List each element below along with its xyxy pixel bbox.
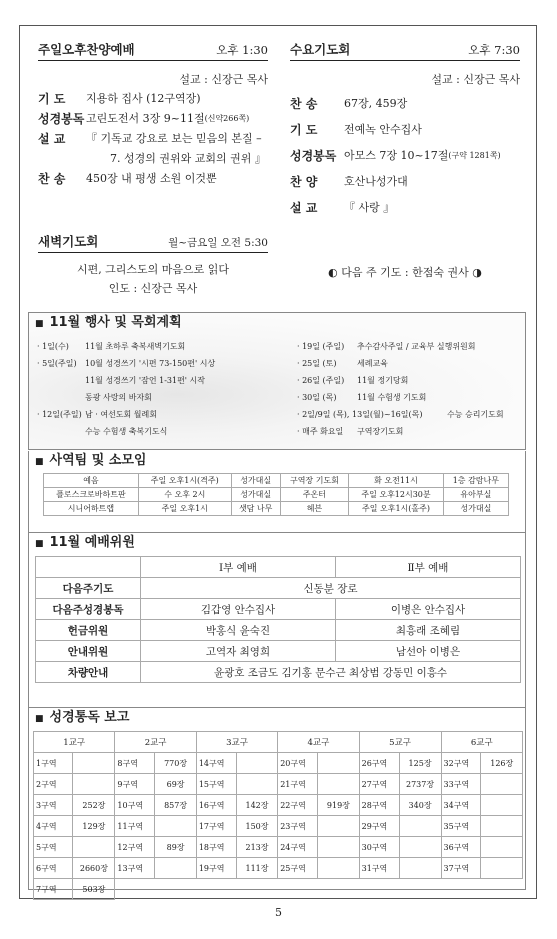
- district-name: 14구역: [196, 753, 236, 774]
- district-name: 10구역: [115, 795, 155, 816]
- dawn-prayer-header: [38, 232, 268, 253]
- district-name: 22구역: [278, 795, 318, 816]
- district-name: 34구역: [441, 795, 481, 816]
- sunday-program-text: 450장 내 평생 소원 이것뿐: [86, 172, 217, 185]
- square-bullet-icon: ■: [35, 714, 44, 724]
- event-date: · 2일/9일 (목), 13일(월)~16일(목): [297, 410, 423, 419]
- chapters-read: [399, 816, 441, 837]
- chapters-read: 69장: [155, 774, 196, 795]
- ministry-teams-panel: [28, 451, 526, 533]
- district-name: 26구역: [359, 753, 399, 774]
- november-events-header: [29, 313, 525, 333]
- worship-committee-header: [29, 533, 525, 553]
- team-cell: 주일 오후1시(홀주): [349, 502, 444, 516]
- district-name: 21구역: [278, 774, 318, 795]
- wednesday-program-row: [290, 169, 520, 195]
- team-cell: 1층 감람나무: [443, 474, 508, 488]
- sunday-service-time: 오후 1:30: [216, 43, 268, 57]
- event-date: · 30일 (목): [297, 393, 337, 402]
- worship-row: [36, 620, 521, 641]
- worship-row: [36, 641, 521, 662]
- worship-part2-member: 이병은 안수집사: [336, 599, 521, 620]
- wednesday-service-time: 오후 7:30: [468, 43, 520, 57]
- chapters-read: 150장: [236, 816, 277, 837]
- worship-row: [36, 599, 521, 620]
- dawn-prayer-block: [38, 232, 268, 296]
- worship-committee-table: [35, 556, 521, 683]
- team-row: [44, 474, 509, 488]
- district-name: 29구역: [359, 816, 399, 837]
- wednesday-service-block: [290, 40, 520, 279]
- bible-row: [34, 774, 523, 795]
- ministry-teams-table: [43, 473, 509, 516]
- parish-header: 6교구: [441, 732, 522, 753]
- district-name: 28구역: [359, 795, 399, 816]
- sunday-program: [38, 89, 268, 189]
- square-bullet-icon: ■: [35, 539, 44, 549]
- bible-reading-panel: [28, 708, 526, 894]
- team-cell: 주일 오후12시30분: [349, 488, 444, 502]
- chapters-read: [73, 837, 115, 858]
- wednesday-program-text: 아모스 7장 10~17절: [344, 149, 449, 162]
- district-name: 5구역: [34, 837, 73, 858]
- sunday-service-header: [38, 40, 268, 61]
- chapters-read: [399, 858, 441, 879]
- event-description: 남 · 여선도회 월례회: [85, 410, 157, 419]
- district-name: 18구역: [196, 837, 236, 858]
- wednesday-program-label: 성경봉독: [290, 149, 337, 163]
- team-cell: 성가대실: [231, 488, 280, 502]
- team-cell: 주일 오후1시: [138, 502, 231, 516]
- ministry-teams-title: 사역팀 및 소모임: [49, 453, 147, 468]
- sunday-program-label: 찬 송: [38, 172, 66, 186]
- bible-header-row: [34, 732, 523, 753]
- chapters-read: 89장: [155, 837, 196, 858]
- sunday-program-text: 지용하 집사 (12구역장): [86, 92, 201, 105]
- chapters-read: [318, 816, 359, 837]
- district-name: 31구역: [359, 858, 399, 879]
- event-description: 10월 성경쓰기 '시편 73-150편' 시상: [85, 359, 216, 368]
- team-cell: 유아부실: [443, 488, 508, 502]
- sunday-program-label: 설 교: [38, 132, 66, 146]
- team-row: [44, 502, 509, 516]
- event-description: 구역장기도회: [357, 427, 404, 436]
- event-description: 수능 수험생 축복기도식: [85, 427, 168, 436]
- worship-role: 차량안내: [36, 662, 141, 683]
- chapters-read: 503장: [73, 879, 115, 900]
- district-name: 1구역: [34, 753, 73, 774]
- bible-row: [34, 816, 523, 837]
- chapters-read: [481, 774, 523, 795]
- chapters-read: [318, 774, 359, 795]
- worship-part2-member: 남선아 이병은: [336, 641, 521, 662]
- team-cell: 주일 오후1시(격주): [138, 474, 231, 488]
- dawn-prayer-line2: 인도 : 신장근 목사: [108, 282, 198, 295]
- wednesday-program-row: [290, 143, 520, 169]
- chapters-read: [481, 858, 523, 879]
- sunday-program-row: [38, 109, 268, 129]
- parish-header: 3교구: [196, 732, 277, 753]
- wednesday-program-text: 『 사랑 』: [344, 201, 395, 214]
- sunday-program-row: [38, 149, 268, 169]
- chapters-read: [318, 858, 359, 879]
- district-name: 6구역: [34, 858, 73, 879]
- event-description: 11월 초하루 축복새벽기도회: [85, 342, 186, 351]
- district-name: 3구역: [34, 795, 73, 816]
- district-name: 35구역: [441, 816, 481, 837]
- district-name: 33구역: [441, 774, 481, 795]
- district-name: 11구역: [115, 816, 155, 837]
- district-name: 16구역: [196, 795, 236, 816]
- bible-row: [34, 879, 523, 900]
- district-name: 32구역: [441, 753, 481, 774]
- bible-reading-header: [29, 708, 525, 728]
- sunday-sermon: 설교 : 신장근 목사: [179, 73, 268, 86]
- event-description: 11월 성경쓰기 '잠언 1-31편' 시작: [85, 376, 206, 385]
- event-description: 추수감사주일 / 교육부 실행위원회: [357, 342, 476, 351]
- team-cell: 헤븐: [280, 502, 349, 516]
- event-date: · 25일 (토): [297, 359, 337, 368]
- wednesday-sermon: 설교 : 신장근 목사: [431, 73, 520, 86]
- chapters-read: 252장: [73, 795, 115, 816]
- wednesday-program-row: [290, 117, 520, 143]
- wednesday-program-text: 67장, 459장: [344, 97, 408, 110]
- dawn-prayer-title: 새벽기도회: [38, 234, 99, 249]
- team-cell: 성가대실: [443, 502, 508, 516]
- parish-header: 4교구: [278, 732, 359, 753]
- wednesday-service-title: 수요기도회: [290, 42, 351, 57]
- bible-reading-title: 성경통독 보고: [49, 710, 130, 725]
- sunday-service-block: [38, 40, 268, 189]
- sunday-program-note: (신약266쪽): [204, 114, 250, 123]
- team-cell: 수 오후 2시: [138, 488, 231, 502]
- team-cell: 성가대실: [231, 474, 280, 488]
- dawn-prayer-time: 월~금요일 오전 5:30: [168, 237, 268, 249]
- district-name: 27구역: [359, 774, 399, 795]
- november-events-title: 11월 행사 및 목회계획: [49, 315, 182, 330]
- chapters-read: [73, 774, 115, 795]
- chapters-read: [399, 837, 441, 858]
- wednesday-program-row: [290, 195, 520, 221]
- district-name: 19구역: [196, 858, 236, 879]
- worship-shared-member: 신동분 장로: [141, 578, 521, 599]
- chapters-read: 213장: [236, 837, 277, 858]
- worship-committee-panel: [28, 533, 526, 708]
- sunday-program-label: 기 도: [38, 92, 66, 106]
- chapters-read: 125장: [399, 753, 441, 774]
- chapters-read: 857장: [155, 795, 196, 816]
- worship-role: 다음주성경봉독: [36, 599, 141, 620]
- wednesday-program-label: 찬 양: [290, 175, 318, 189]
- bible-row: [34, 795, 523, 816]
- wednesday-service-header: [290, 40, 520, 61]
- chapters-read: [481, 837, 523, 858]
- event-description: 동광 사랑의 바자회: [85, 393, 152, 402]
- district-name: 4구역: [34, 816, 73, 837]
- district-name: 7구역: [34, 879, 73, 900]
- chapters-read: 770장: [155, 753, 196, 774]
- worship-row: [36, 662, 521, 683]
- worship-committee-title: 11월 예배위원: [49, 535, 135, 550]
- chapters-read: [318, 753, 359, 774]
- empty-cell: [359, 879, 441, 900]
- bible-row: [34, 837, 523, 858]
- district-name: 25구역: [278, 858, 318, 879]
- district-name: 9구역: [115, 774, 155, 795]
- district-name: 37구역: [441, 858, 481, 879]
- chapters-read: 126장: [481, 753, 523, 774]
- chapters-read: [318, 837, 359, 858]
- ministry-teams-header: [29, 451, 525, 471]
- parish-header: 2교구: [115, 732, 196, 753]
- chapters-read: [481, 816, 523, 837]
- worship-role: 안내위원: [36, 641, 141, 662]
- worship-part1-member: 고역자 최영희: [141, 641, 336, 662]
- page-number: 5: [275, 906, 282, 919]
- wednesday-program-label: 설 교: [290, 201, 318, 215]
- november-events-panel: [28, 312, 526, 450]
- parish-header: 1교구: [34, 732, 115, 753]
- district-name: 13구역: [115, 858, 155, 879]
- empty-cell: [115, 879, 196, 900]
- worship-part2-member: 최흥래 조혜림: [336, 620, 521, 641]
- wednesday-program-label: 찬 송: [290, 97, 318, 111]
- event-date: · 19일 (주일): [297, 342, 345, 351]
- worship-shared-member: 윤광호 조금도 김기홍 문수근 최상범 강동민 이흥수: [141, 662, 521, 683]
- worship-header-part1: Ⅰ부 예배: [141, 557, 336, 578]
- team-cell: 플로스크로바하트판: [44, 488, 139, 502]
- dawn-prayer-line1: 시편, 그리스도의 마음으로 읽다: [76, 263, 230, 276]
- district-name: 15구역: [196, 774, 236, 795]
- event-description: 수능 승리기도회: [447, 410, 504, 419]
- wednesday-program: [290, 91, 520, 221]
- district-name: 23구역: [278, 816, 318, 837]
- sunday-program-text: 7. 성경의 권위와 교회의 권위 』: [110, 152, 266, 165]
- district-name: 36구역: [441, 837, 481, 858]
- event-date: · 매주 화요일: [297, 427, 344, 436]
- empty-cell: [441, 879, 522, 900]
- district-name: 24구역: [278, 837, 318, 858]
- worship-part1-member: 김갑영 안수집사: [141, 599, 336, 620]
- district-name: 2구역: [34, 774, 73, 795]
- event-date: · 5일(주일): [37, 359, 77, 368]
- wednesday-program-label: 기 도: [290, 123, 318, 137]
- wednesday-program-row: [290, 91, 520, 117]
- worship-header-row: [36, 557, 521, 578]
- event-date: · 12일(주일): [37, 410, 82, 419]
- parish-header: 5교구: [359, 732, 441, 753]
- chapters-read: [155, 858, 196, 879]
- event-date: · 1일(수): [37, 342, 69, 351]
- team-cell: 화 오전11시: [349, 474, 444, 488]
- chapters-read: [481, 795, 523, 816]
- chapters-read: [73, 753, 115, 774]
- chapters-read: [155, 816, 196, 837]
- district-name: 30구역: [359, 837, 399, 858]
- event-description: 11월 수험생 기도회: [357, 393, 427, 402]
- square-bullet-icon: ■: [35, 319, 44, 329]
- worship-header-part2: Ⅱ부 예배: [336, 557, 521, 578]
- district-name: 17구역: [196, 816, 236, 837]
- sunday-service-title: 주일오후찬양예배: [38, 42, 135, 57]
- wednesday-program-note: (구약 1281쪽): [448, 151, 501, 160]
- chapters-read: 340장: [399, 795, 441, 816]
- worship-role: 헌금위원: [36, 620, 141, 641]
- chapters-read: 2660장: [73, 858, 115, 879]
- sunday-program-row: [38, 89, 268, 109]
- worship-part1-member: 박홍식 윤숙진: [141, 620, 336, 641]
- worship-row: [36, 578, 521, 599]
- sunday-program-row: [38, 129, 268, 149]
- event-description: 세례교육: [357, 359, 388, 368]
- empty-cell: [278, 879, 359, 900]
- chapters-read: 111장: [236, 858, 277, 879]
- worship-header-blank: [36, 557, 141, 578]
- chapters-read: 919장: [318, 795, 359, 816]
- sunday-program-text: 『 기독교 강요로 보는 믿음의 본질 –: [86, 132, 262, 145]
- district-name: 8구역: [115, 753, 155, 774]
- team-cell: 시니어하트랩: [44, 502, 139, 516]
- bible-reading-table: [33, 731, 523, 900]
- chapters-read: [236, 774, 277, 795]
- chapters-read: 142장: [236, 795, 277, 816]
- sunday-program-text: 고린도전서 3장 9~11절: [86, 112, 205, 125]
- empty-cell: [196, 879, 277, 900]
- bible-row: [34, 858, 523, 879]
- district-name: 20구역: [278, 753, 318, 774]
- event-date: · 26일 (주일): [297, 376, 345, 385]
- chapters-read: 129장: [73, 816, 115, 837]
- district-name: 12구역: [115, 837, 155, 858]
- square-bullet-icon: ■: [35, 457, 44, 467]
- team-cell: 구역장 기도회: [280, 474, 349, 488]
- event-description: 11월 정기당회: [357, 376, 409, 385]
- team-cell: 샛담 나무: [231, 502, 280, 516]
- team-cell: 주온터: [280, 488, 349, 502]
- team-row: [44, 488, 509, 502]
- next-week-prayer: ◐ 다음 주 기도 : 한점숙 권사 ◑: [328, 266, 482, 279]
- team-cell: 예음: [44, 474, 139, 488]
- wednesday-program-text: 전예녹 안수집사: [344, 123, 422, 136]
- worship-role: 다음주기도: [36, 578, 141, 599]
- sunday-program-row: [38, 169, 268, 189]
- bible-row: [34, 753, 523, 774]
- chapters-read: 2737장: [399, 774, 441, 795]
- wednesday-program-text: 호산나성가대: [344, 175, 408, 188]
- sunday-program-label: 성경봉독: [38, 112, 85, 126]
- chapters-read: [236, 753, 277, 774]
